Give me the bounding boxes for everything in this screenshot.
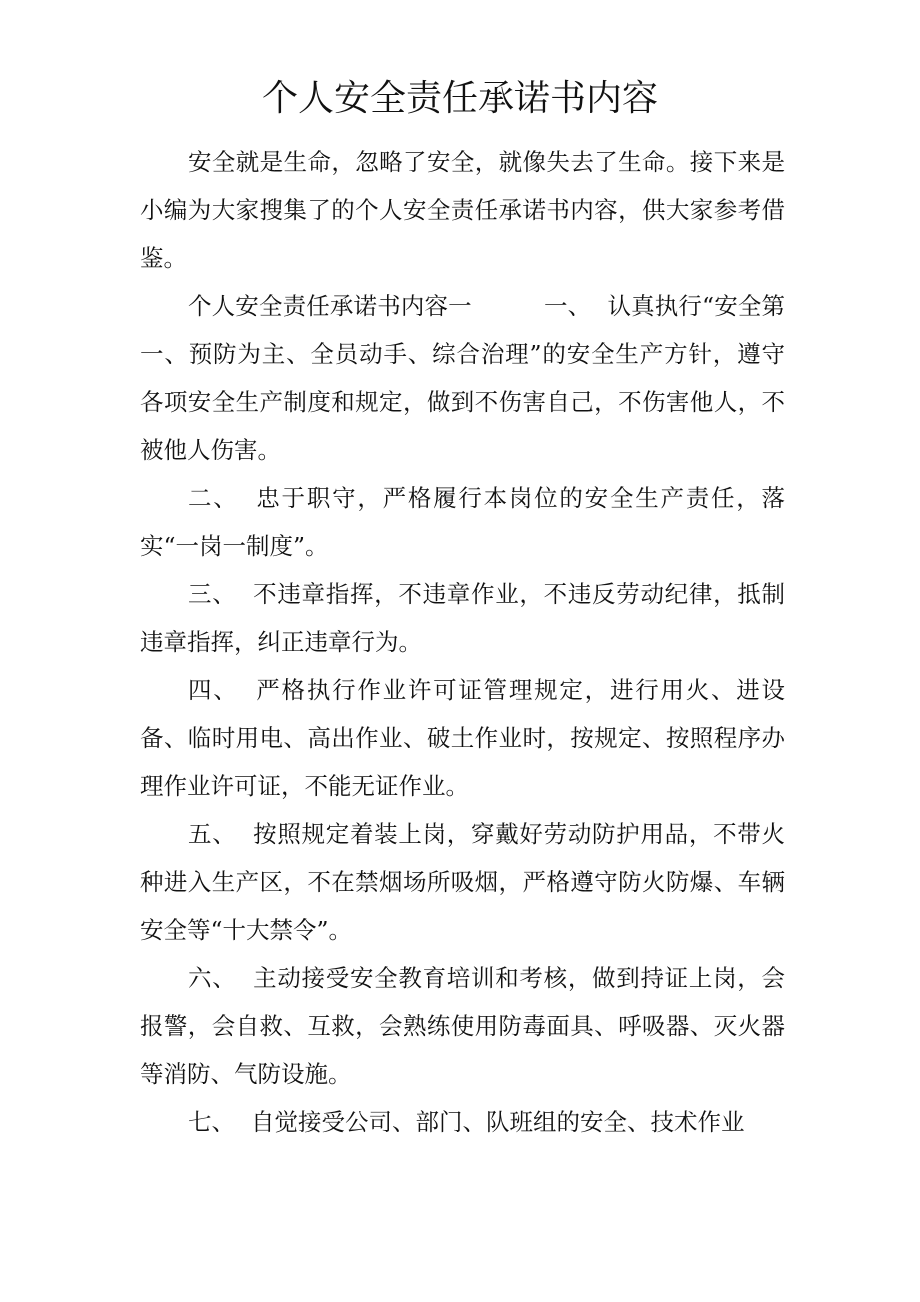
document-body [140,138,785,1146]
item-paragraph-7 [140,1098,785,1146]
item-text: 严格执行作业许可证管理规定，进行用火、进设备、临时用电、高出作业、破土作业时，按规定、按照程序办理作业许可证，不能无证作业。 [140,676,786,800]
item-number: 五、 [188,820,237,848]
item-paragraph-6 [140,954,785,1098]
item-number: 四、 [188,676,239,704]
item-text: 主动接受安全教育培训和考核，做到持证上岗，会报警，会自救、互救，会熟练使用防毒面具、呼吸器、灭火器等消防、气防设施。 [140,964,786,1088]
item-number: 六、 [188,964,237,992]
item-number: 一、 [543,292,592,320]
item-text: 不违章指挥，不违章作业，不违反劳动纪律，抵制违章指挥，纠正违章行为。 [140,580,786,656]
item-paragraph-3 [140,570,785,666]
item-text: 自觉接受公司、部门、队班组的安全、技术作业 [251,1108,745,1136]
item-text: 认真执行“安全第一、预防为主、全员动手、综合治理”的安全生产方针，遵守各项安全生产制度和规定，做到不伤害自己，不伤害他人，不被他人伤害。 [140,292,786,464]
item-number: 二、 [188,484,239,512]
item-paragraph-4 [140,666,785,810]
section-heading: 个人安全责任承诺书内容一 [188,292,472,320]
item-text: 忠于职守，严格履行本岗位的安全生产责任，落实“一岗一制度”。 [140,484,786,560]
intro-paragraph: 安全就是生命，忽略了安全，就像失去了生命。接下来是小编为大家搜集了的个人安全责任承诺书内容，供大家参考借鉴。 [140,148,785,272]
item-paragraph-2 [140,474,785,570]
document-title: 个人安全责任承诺书内容 [261,78,658,119]
item-number: 三、 [188,580,237,608]
item-number: 七、 [188,1108,235,1136]
item-text: 按照规定着装上岗，穿戴好劳动防护用品，不带火种进入生产区，不在禁烟场所吸烟，严格遵守防火防爆、车辆安全等“十大禁令”。 [140,820,786,944]
item-paragraph-5 [140,810,785,954]
item-paragraph-1 [140,282,785,474]
